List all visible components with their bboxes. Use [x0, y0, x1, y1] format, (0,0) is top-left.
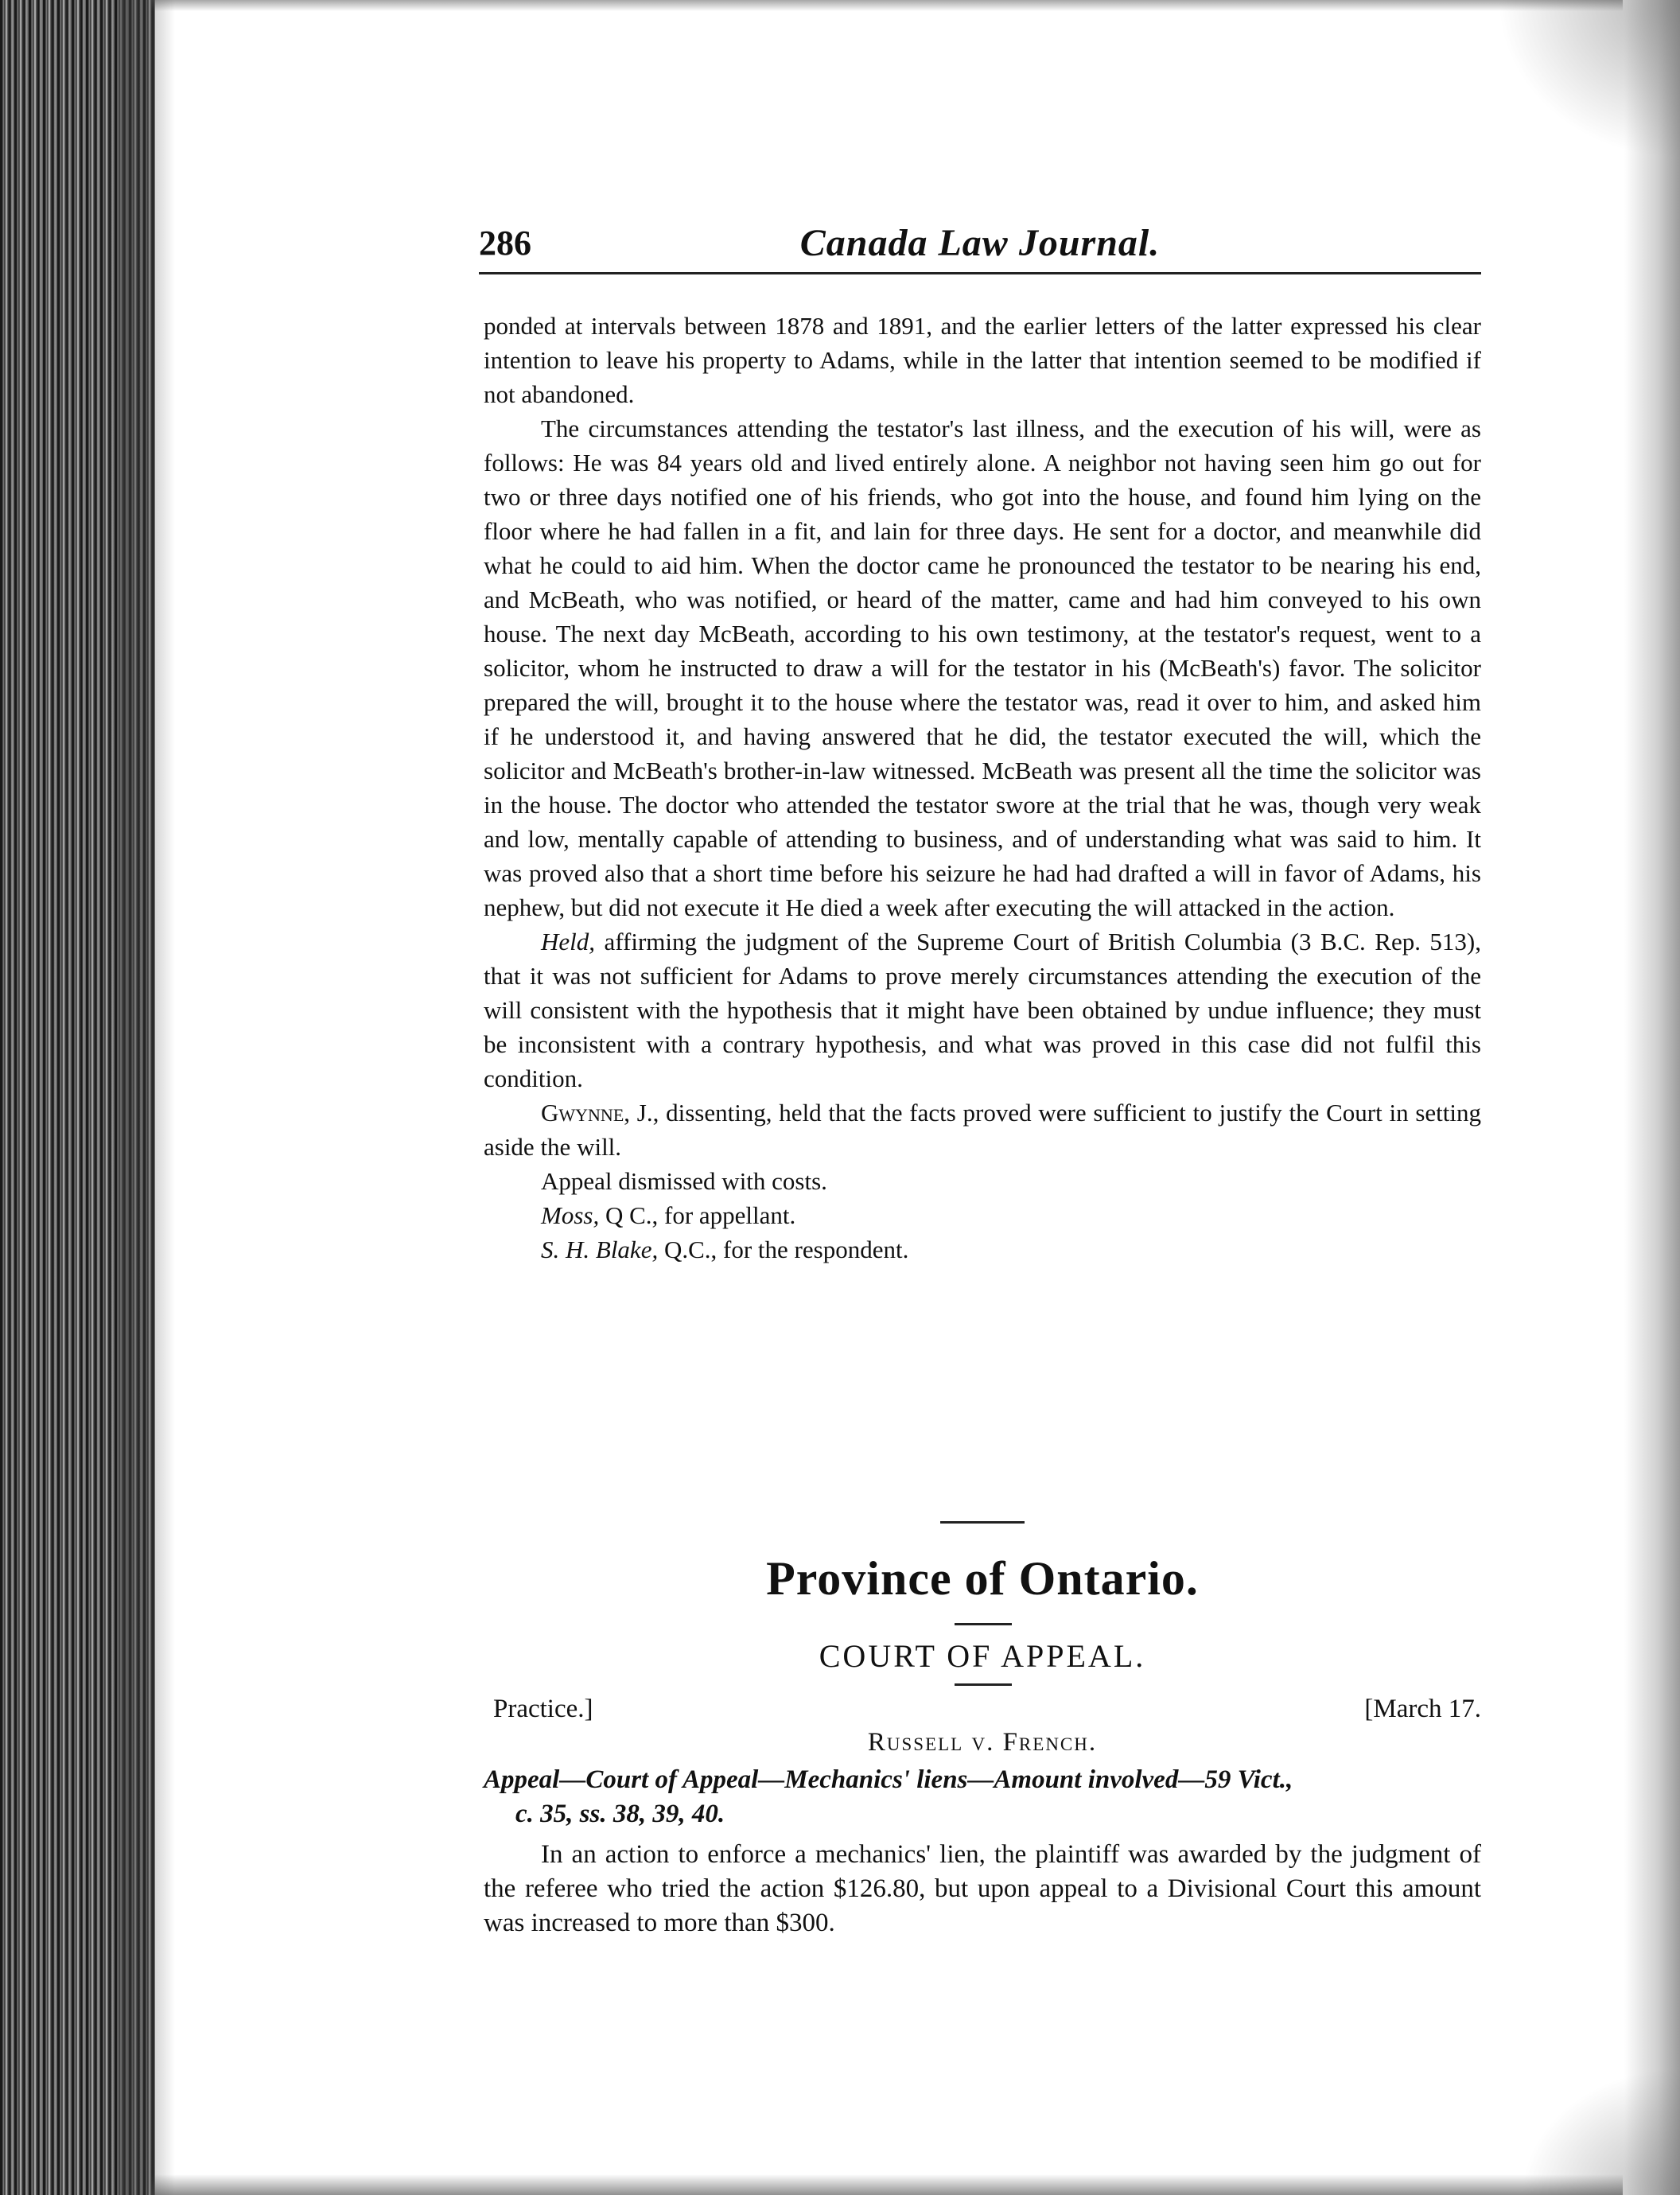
court-heading: COURT OF APPEAL. — [819, 1638, 1146, 1674]
headnote-line: c. 35, ss. 38, 39, 40. — [515, 1800, 725, 1828]
page-edge-top — [151, 0, 1623, 11]
paragraph-dissent — [484, 1096, 1481, 1164]
headnote-line: Appeal—Court of Appeal—Mechanics' liens—Amount involved—59 Vict., — [484, 1765, 1293, 1794]
paragraph-continued: ponded at intervals between 1878 and 1891, and the earlier letters of the latter expressed his clear intention to leave his property to Adams, while in the latter that intention seemed to be modified if not abandoned. — [484, 312, 1481, 408]
section-divider — [940, 1521, 1025, 1524]
held-label: Held, — [541, 928, 596, 955]
counsel-respondent — [484, 1232, 1481, 1267]
counsel-role: Q C., for appellant. — [599, 1201, 796, 1229]
running-header — [479, 220, 1481, 274]
journal-title: Canada Law Journal. — [799, 222, 1161, 264]
counsel-appellant — [484, 1198, 1481, 1232]
page-corner-top-right — [1497, 0, 1680, 159]
paragraph-held — [484, 924, 1481, 1096]
heading-divider — [955, 1623, 1012, 1625]
page-number: 286 — [479, 224, 531, 263]
counsel-name: S. H. Blake, — [541, 1236, 659, 1263]
heading-divider — [955, 1683, 1012, 1686]
province-heading: Province of Ontario. — [766, 1552, 1199, 1605]
counsel-role: Q.C., for the respondent. — [658, 1236, 909, 1263]
practice-label: Practice.] — [493, 1695, 593, 1723]
paragraph-disposition: Appeal dismissed with costs. — [541, 1167, 827, 1195]
judge-name: Gwynne — [541, 1099, 624, 1127]
case-meta-row — [484, 1695, 1481, 1730]
paragraph-text: In an action to enforce a mechanics' lien, the plaintiff was awarded by the judgment of the referee who tried the action $126.80, but upon appeal to a Divisional Court this amount was increased to more than $300. — [484, 1840, 1481, 1937]
case-headnote — [484, 1763, 1481, 1831]
page-edge-right — [1624, 0, 1680, 2195]
binding-shadow — [119, 0, 175, 2195]
paragraph-lien — [484, 1838, 1481, 1940]
paragraph-circumstances: The circumstances attending the testator's last illness, and the execution of his will, were as follows: He was 84 years old and lived entirely alone. A neighbor not having seen him go out for two or three days notified one of his friends, who got into the house, and found him lying on the floor where he had fallen in a fit, and lain for three days. He sent for a doctor, and meanwhile did what he could to aid him. When the doctor came he pronounced the testator to be nearing his end, and McBeath, who was notified, or heard of the matter, came and had him conveyed to his own house. The next day McBeath, according to his own testimony, at the testator's request, went to a solicitor, whom he instructed to draw a will for the testator in his (McBeath's) favor. The solicitor prepared the will, brought it to the house where the testator was, read it over to him, and asked him if he understood it, and having answered that he did, the testator executed the will, which the solicitor and McBeath's brother-in-law witnessed. McBeath was present all the time the solicitor was in the house. The doctor who attended the testator swore at the trial that he was, though very weak and low, mentally capable of attending to business, and of understanding what was said to him. It was proved also that a short time before his seizure he had had drafted a will in favor of Adams, his nephew, but did not execute it He died a week after executing the will attacked in the action. — [484, 414, 1481, 921]
case-title: Russell v. French. — [867, 1728, 1098, 1757]
held-text: affirming the judgment of the Supreme Court of British Columbia (3 B.C. Rep. 513), that it was not sufficient for Adams to prove merely circumstances attending the execution of the will consistent with the hypothesis that it might have been obtained by undue influence; they must be inconsistent with a contrary hypothesis, and what was proved in this case did not fulfil this condition. — [484, 928, 1481, 1092]
page-edge-bottom — [151, 2174, 1623, 2195]
counsel-name: Moss, — [541, 1201, 600, 1229]
main-text-column — [484, 309, 1481, 1267]
dissent-text: , J., dissenting, held that the facts proved were sufficient to justify the Court in setting aside the will. — [484, 1099, 1481, 1161]
case-date: [March 17. — [1364, 1695, 1481, 1723]
